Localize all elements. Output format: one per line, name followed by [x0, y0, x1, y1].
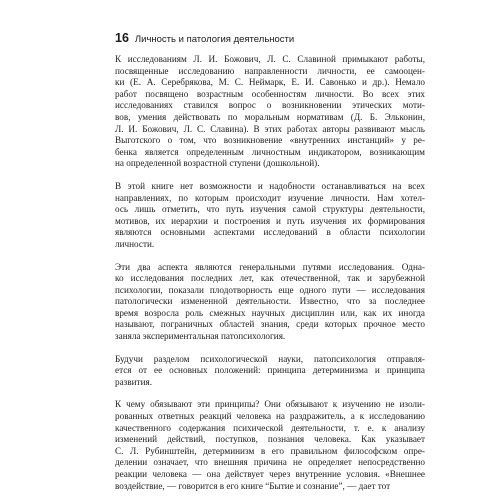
text-line: ось лишь отметить, что путь изучения самой структуры деятельности, [115, 204, 425, 215]
paragraph [115, 262, 425, 343]
text-line: личности. [115, 238, 155, 249]
text-line: психологии, показали плодотворность еще одного пути — исследования [115, 284, 425, 295]
text-line: бенка является определенным личностным индикатором, возникающим [115, 146, 425, 157]
text-line: заняла экспериментальная патопсихология. [115, 331, 286, 342]
body-text [115, 54, 425, 503]
text-line: ется от ее основных положений: принципа детерминизма и принципа [115, 365, 425, 376]
text-line: являются основными аспектами исследований в области психологии [115, 227, 425, 238]
text-line: развития. [115, 376, 153, 387]
text-line: вов, умения действовать по моральным нормативам (Д. Б. Эльконин, [115, 111, 425, 122]
text-line: время возросла роль смежных научных дисциплин или, как их иногда [115, 307, 425, 318]
text-line: направлениях, по которым происходит изучение личности. Нам хотел- [115, 192, 425, 203]
text-line: Эти два аспекта являются генеральными путями исследования. Одна- [115, 261, 425, 272]
text-line: качественного содержания психической деятельности, т. е. к анализу [115, 422, 425, 433]
text-line: изменений действий, поступков, познания человека. Как указывает [115, 434, 425, 445]
text-line: ки (Е. А. Серебрякова, М. С. Неймарк, Е. И. Савонько и др.). Немало [115, 77, 425, 88]
text-line: воздействие, — говорится в его книге “Бытие и сознание”, — дает тот [115, 480, 391, 491]
paragraph [115, 54, 425, 170]
text-line: В этой книге нет возможности и надобности останавливаться на всех [115, 180, 425, 191]
text-line: посвященные исследованию направленности личности, ее самооцен- [115, 65, 425, 76]
text-line: на определенной возрастной ступени (дошкольной). [115, 158, 320, 169]
text-line: рованных ответных реакций человека на раздражитель, а к исследованию [115, 411, 425, 422]
page-header [115, 31, 415, 45]
page-number: 16 [115, 31, 129, 45]
paragraph [115, 181, 425, 251]
text-line: мотивов, их иерархии и построения и путь изучения их формирования [115, 215, 425, 226]
text-line: Л. И. Божович, Л. С. Славина). В этих работах авторы развивают мысль [115, 123, 425, 134]
text-line: патологически измененной деятельности. Известно, что за последнее [115, 296, 425, 307]
text-line: делении означает, что внешняя причина не определяет непосредственно [115, 457, 425, 468]
text-line: Будучи разделом психологической науки, патопсихология отправля- [115, 353, 425, 364]
text-line: называют, пограничных областей знания, среди которых прочное место [115, 319, 425, 330]
running-title: Личность и патология деятельности [134, 34, 295, 45]
text-line: ко исследования последних лет, как отечественной, так и зарубежной [115, 273, 425, 284]
text-line: работ посвящено возрастным особенностям личности. Во всех этих [115, 88, 425, 99]
text-line: реакции человека — она действует через внутренние условия. «Внешнее [115, 469, 425, 479]
text-line: К чему обязывают эти принципы? Они обязывают к изучению не изоли- [115, 399, 425, 410]
paragraph [115, 399, 425, 492]
text-line: Выготского о том, что возникновение «внутренних инстанций» у ре- [115, 135, 425, 146]
text-line: исследованиях ставился вопрос о возникновении этических моти- [115, 100, 425, 111]
text-line: К исследованиям Л. И. Божович, Л. С. Славиной примыкают работы, [115, 54, 425, 64]
text-line: С. Л. Рубинштейн, детерминизм в его правильном философском опре- [115, 445, 425, 456]
paragraph [115, 354, 425, 389]
